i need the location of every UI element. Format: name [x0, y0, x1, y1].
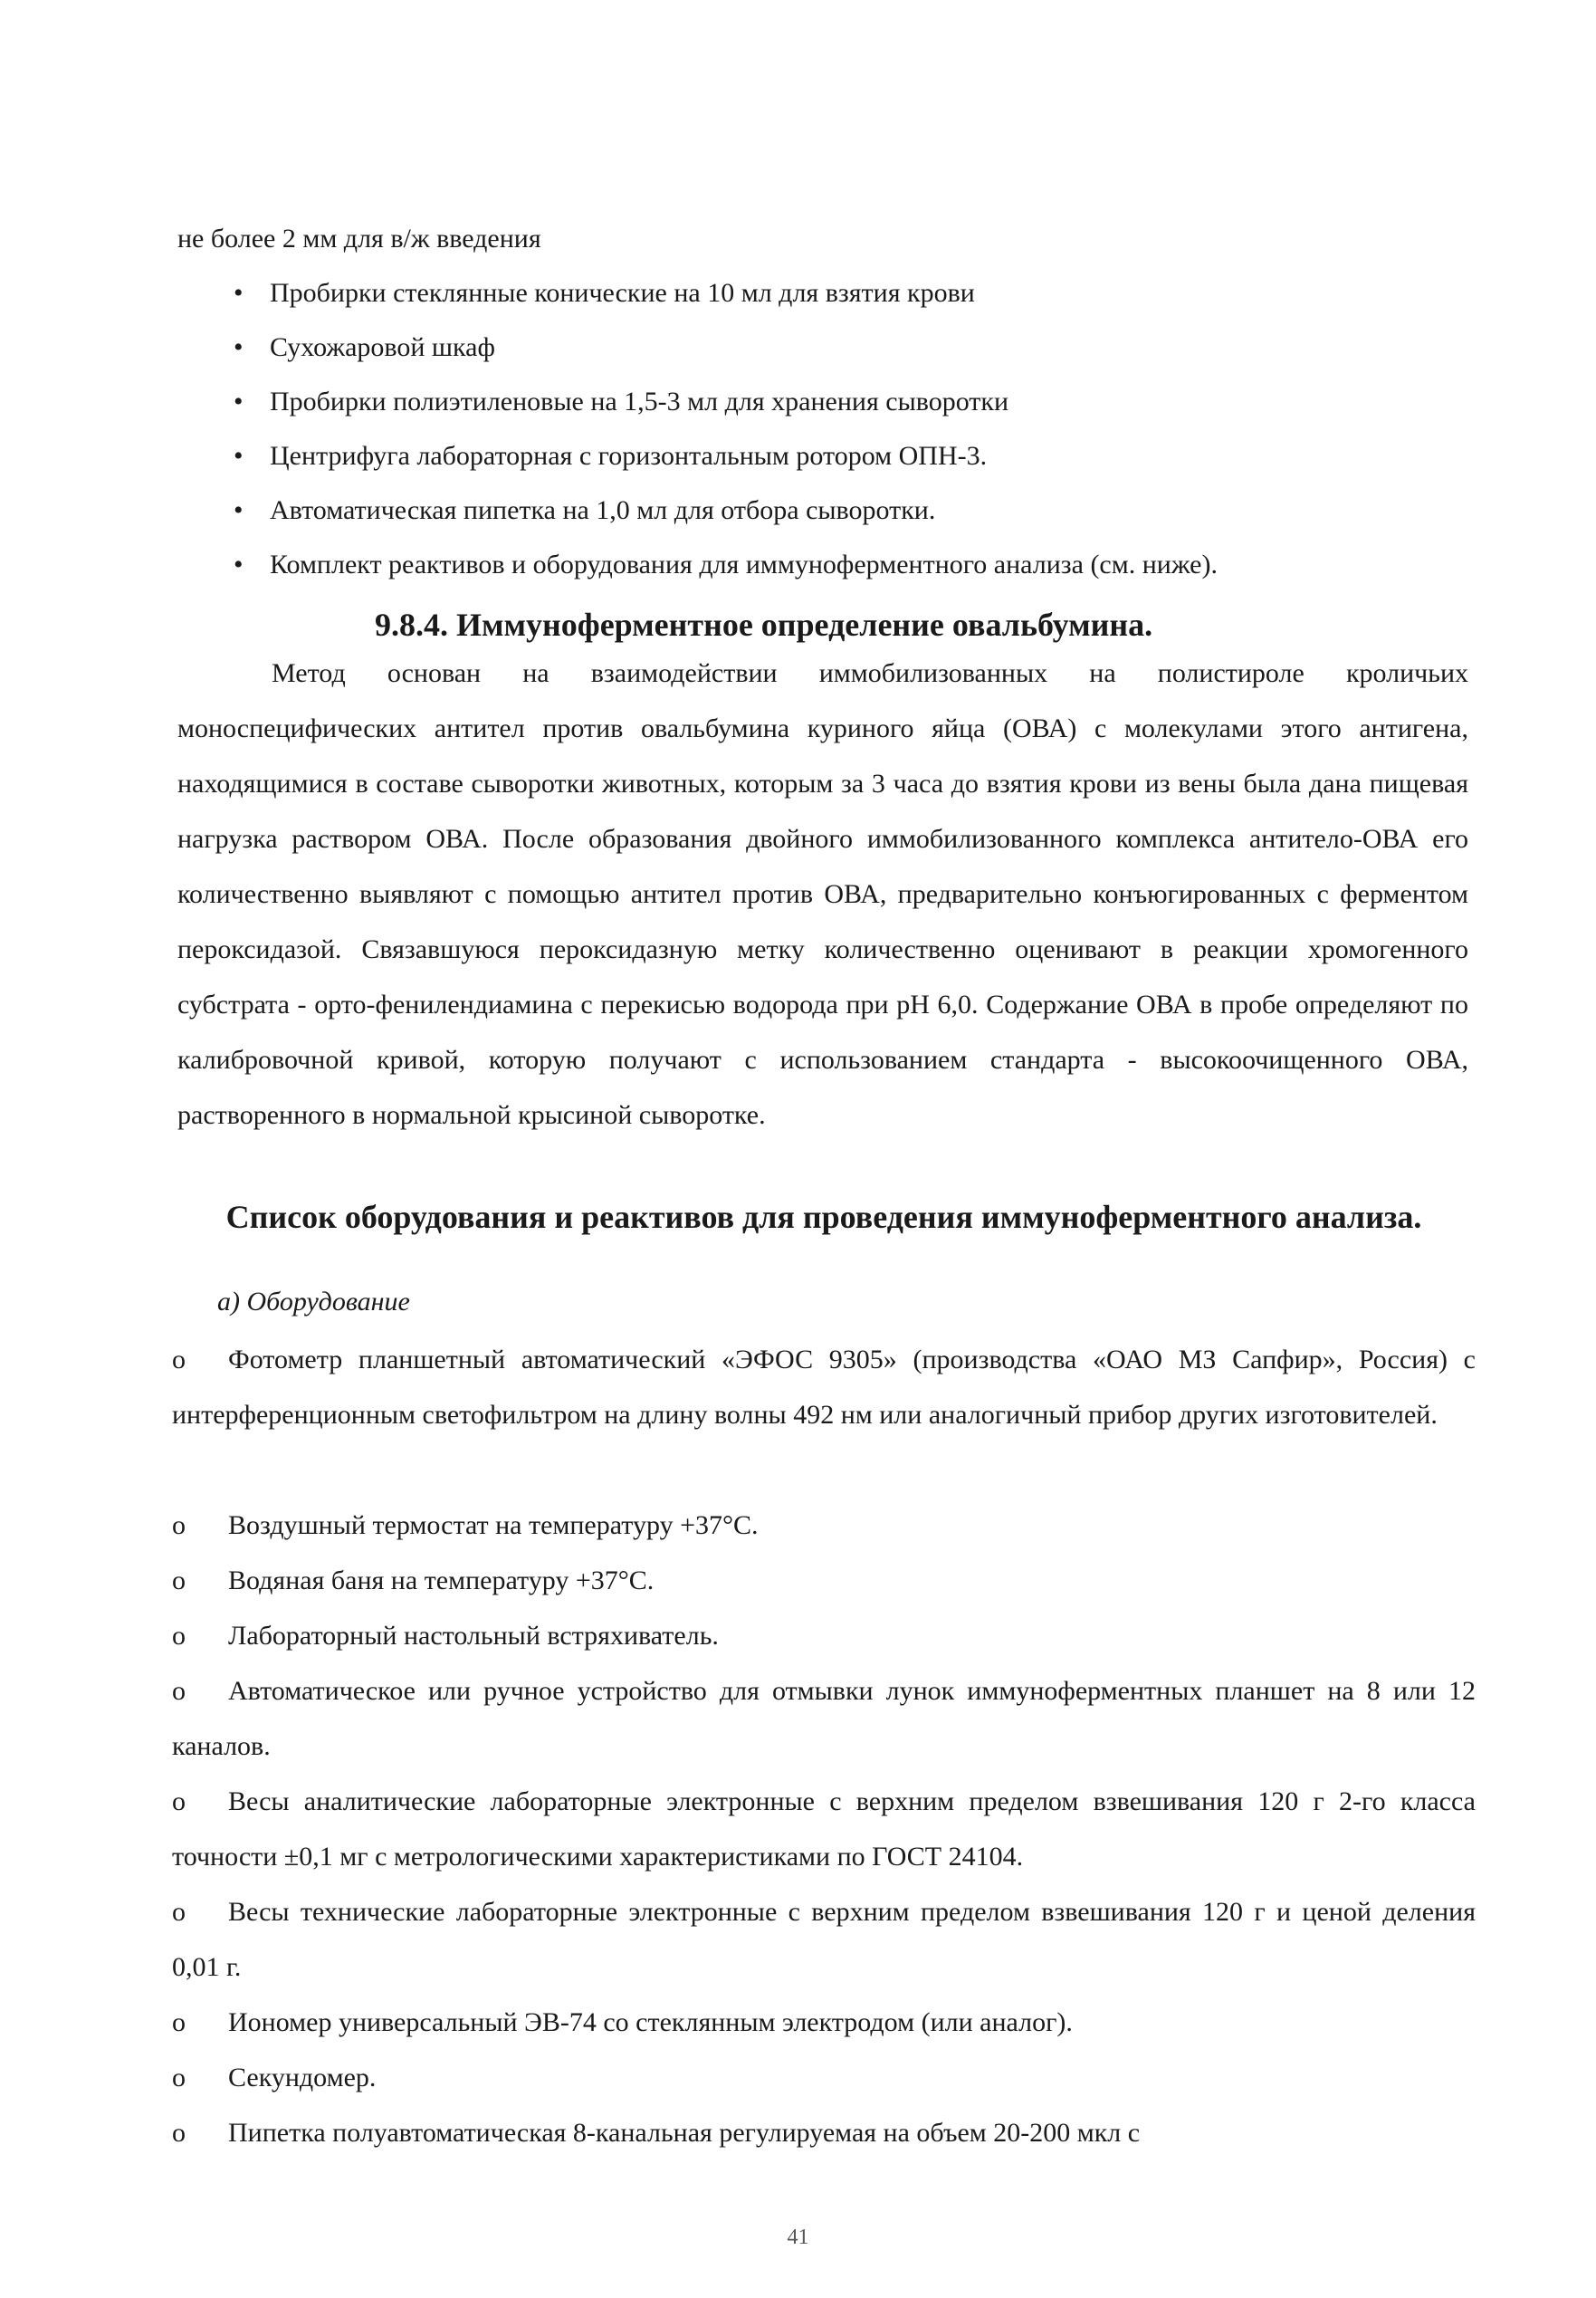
bullet-item — [234, 493, 935, 529]
bullet-marker: • — [234, 332, 244, 362]
page-number: 41 — [787, 2226, 809, 2249]
section-heading: 9.8.4. Иммуноферментное определение овальбумина. — [375, 607, 1153, 643]
bullet-item — [234, 547, 1218, 583]
equipment-item — [172, 2050, 1476, 2105]
bullet-text: Автоматическая пипетка на 1,0 мл для отбора сыворотки. — [270, 495, 936, 525]
equipment-text: Пипетка полуавтоматическая 8-канальная регулируемая на объем 20-200 мкл с — [228, 2118, 1141, 2148]
bullet-text: Центрифуга лабораторная с горизонтальным ротором ОПН-3. — [270, 441, 988, 471]
equipment-item — [172, 1663, 1476, 1774]
bullet-text: Пробирки полиэтиленовые на 1,5-3 мл для хранения сыворотки — [270, 387, 1009, 417]
equipment-text: Воздушный термостат на температуру +37°С. — [228, 1510, 759, 1540]
equipment-text: Фотометр планшетный автоматический «ЭФОС 9305» (производства «ОАО МЗ Сапфир», Россия) с интерференционным светофильтром на длину волны 492 нм или аналогичный прибор других изготовителей. — [172, 1345, 1476, 1430]
bullet-text: Пробирки стеклянные конические на 10 мл для взятия крови — [270, 278, 975, 308]
list-marker: o — [172, 1786, 186, 1816]
list-marker: o — [172, 1897, 186, 1927]
list-marker: o — [172, 1345, 186, 1374]
equipment-subheading: а) Оборудование — [217, 1287, 410, 1317]
bullet-marker: • — [234, 495, 244, 525]
equipment-item — [172, 1608, 1476, 1663]
bullet-marker: • — [234, 441, 244, 471]
bullet-item — [234, 275, 975, 311]
list-heading: Список оборудования и реактивов для проведения иммуноферментного анализа. — [225, 1199, 1422, 1235]
equipment-text: Водяная баня на температуру +37°С. — [228, 1566, 655, 1595]
list-marker: o — [172, 2063, 186, 2092]
bullet-marker: • — [234, 278, 244, 308]
equipment-item — [172, 2105, 1476, 2160]
bullet-item — [234, 330, 495, 366]
equipment-text: Весы технические лабораторные электронные с верхним пределом взвешивания 120 г и ценой деления 0,01 г. — [172, 1897, 1476, 1982]
equipment-text: Весы аналитические лабораторные электронные с верхним пределом взвешивания 120 г 2-го класса точности ±0,1 мг с метрологическими характеристиками по ГОСТ 24104. — [172, 1786, 1476, 1872]
list-marker: o — [172, 1621, 186, 1651]
bullet-text: Комплект реактивов и оборудования для иммуноферментного анализа (см. ниже). — [270, 550, 1218, 579]
equipment-text: Секундомер. — [228, 2063, 377, 2092]
method-paragraph: Метод основан на взаимодействии иммобилизованных на полистироле кроличьих моноспецифических антител против овальбумина куриного яйца (ОВА) с молекулами этого антигена, находящимися в составе сыворотки животных, которым за 3 часа до взятия крови из вены была дана пищевая нагрузка раствором ОВА. После образования двойного иммобилизованного комплекса антитело-ОВА его количественно выявляют с помощью антител против ОВА, предварительно конъюгированных с ферментом пероксидазой. Связавшуюся пероксидазную метку количественно оценивают в реакции хромогенного субстрата - орто-фенилендиамина с перекисью водорода при pH 6,0. Содержание ОВА в пробе определяют по калибровочной кривой, которую получают с использованием стандарта - высокоочищенного ОВА, растворенного в нормальной крысиной сыворотке. — [177, 658, 1468, 1130]
bullet-marker: • — [234, 387, 244, 417]
equipment-item — [172, 1774, 1476, 1884]
equipment-item — [172, 1884, 1476, 1995]
bullet-item — [234, 438, 987, 474]
equipment-item — [172, 1498, 1476, 1553]
list-marker: o — [172, 2007, 186, 2037]
list-marker: o — [172, 1676, 186, 1706]
intro-line: не более 2 мм для в/ж введения — [177, 224, 541, 254]
equipment-item — [172, 1332, 1476, 1442]
equipment-text: Автоматическое или ручное устройство для отмывки лунок иммуноферментных планшет на 8 или 12 каналов. — [172, 1676, 1476, 1761]
bullet-marker: • — [234, 550, 244, 579]
equipment-text: Иономер универсальный ЭВ-74 со стеклянным электродом (или аналог). — [228, 2007, 1073, 2037]
list-marker: o — [172, 2118, 186, 2148]
bullet-item — [234, 384, 1008, 420]
bullet-text: Сухожаровой шкаф — [270, 332, 495, 362]
list-marker: o — [172, 1510, 186, 1540]
equipment-text: Лабораторный настольный встряхиватель. — [228, 1621, 719, 1651]
equipment-item — [172, 1553, 1476, 1608]
list-marker: o — [172, 1566, 186, 1595]
equipment-item — [172, 1995, 1476, 2050]
